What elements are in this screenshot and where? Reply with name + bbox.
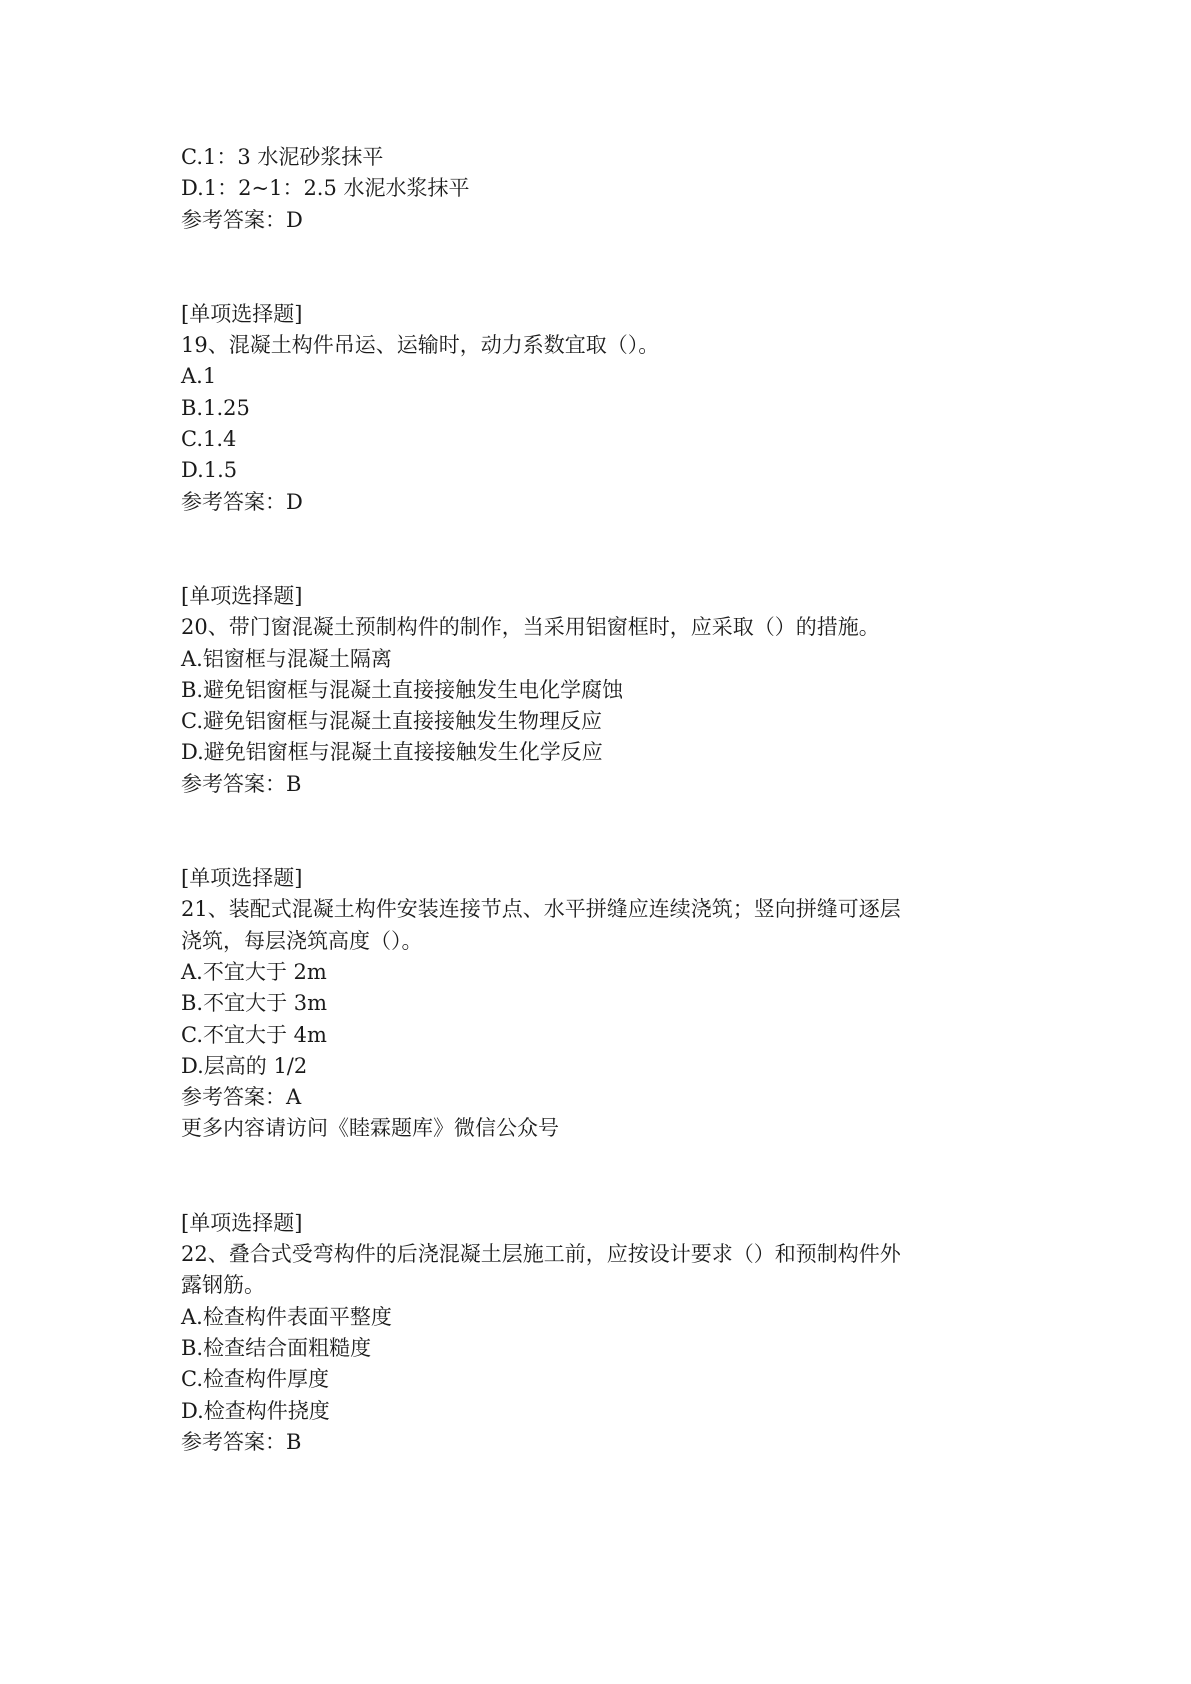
question-20: [181, 581, 1021, 800]
question-stem-line-1: 22、叠合式受弯构件的后浇混凝土层施工前，应按设计要求（）和预制构件外: [181, 1242, 901, 1267]
option-a: A.铝窗框与混凝土隔离: [181, 646, 392, 671]
spacer: [181, 1145, 1021, 1208]
option-c: C.1.4: [181, 427, 237, 452]
option-d: D.1：2~1：2.5 水泥水浆抹平: [181, 176, 470, 201]
option-b: B.1.25: [181, 395, 250, 420]
answer: 参考答案：B: [181, 771, 302, 796]
answer: 参考答案：A: [181, 1085, 302, 1110]
answer: 参考答案：B: [181, 1429, 302, 1454]
option-c: C.1：3 水泥砂浆抹平: [181, 145, 384, 169]
question-type: [单项选择题]: [181, 1210, 303, 1235]
option-d: D.1.5: [181, 458, 238, 483]
option-d: D.层高的 1/2: [181, 1053, 308, 1078]
option-a: A.不宜大于 2m: [181, 959, 327, 984]
option-b: B.避免铝窗框与混凝土直接接触发生电化学腐蚀: [181, 677, 624, 702]
question-19: [181, 299, 1021, 518]
answer: 参考答案：D: [181, 489, 303, 514]
option-c: C.检查构件厚度: [181, 1367, 329, 1392]
spacer: [181, 800, 1021, 863]
document-content: [181, 142, 1021, 1458]
option-d: D.检查构件挠度: [181, 1398, 330, 1423]
question-stem: 20、带门窗混凝土预制构件的制作，当采用铝窗框时，应采取（）的措施。: [181, 615, 880, 640]
option-b: B.不宜大于 3m: [181, 991, 328, 1016]
question-type: [单项选择题]: [181, 866, 303, 891]
question-stem: 19、混凝土构件吊运、运输时，动力系数宜取（）。: [181, 333, 660, 358]
question-type: [单项选择题]: [181, 583, 303, 608]
option-b: B.检查结合面粗糙度: [181, 1335, 372, 1360]
spacer: [181, 236, 1021, 299]
question-22: [181, 1208, 1021, 1458]
question-18-tail: [181, 142, 1021, 236]
option-d: D.避免铝窗框与混凝土直接接触发生化学反应: [181, 740, 603, 765]
question-stem-line-1: 21、装配式混凝土构件安装连接节点、水平拼缝应连续浇筑；竖向拼缝可逐层: [181, 897, 901, 922]
option-a: A.1: [181, 364, 217, 389]
spacer: [181, 518, 1021, 581]
option-c: C.避免铝窗框与混凝土直接接触发生物理反应: [181, 709, 602, 734]
question-stem-line-2: 露钢筋。: [181, 1273, 265, 1298]
option-c: C.不宜大于 4m: [181, 1022, 327, 1047]
question-stem-line-2: 浇筑，每层浇筑高度（）。: [181, 928, 423, 953]
question-type: [单项选择题]: [181, 301, 303, 326]
promo-note: 更多内容请访问《睦霖题库》微信公众号: [181, 1116, 559, 1141]
question-21: [181, 863, 1021, 1145]
answer: 参考答案：D: [181, 207, 303, 232]
option-a: A.检查构件表面平整度: [181, 1304, 392, 1329]
